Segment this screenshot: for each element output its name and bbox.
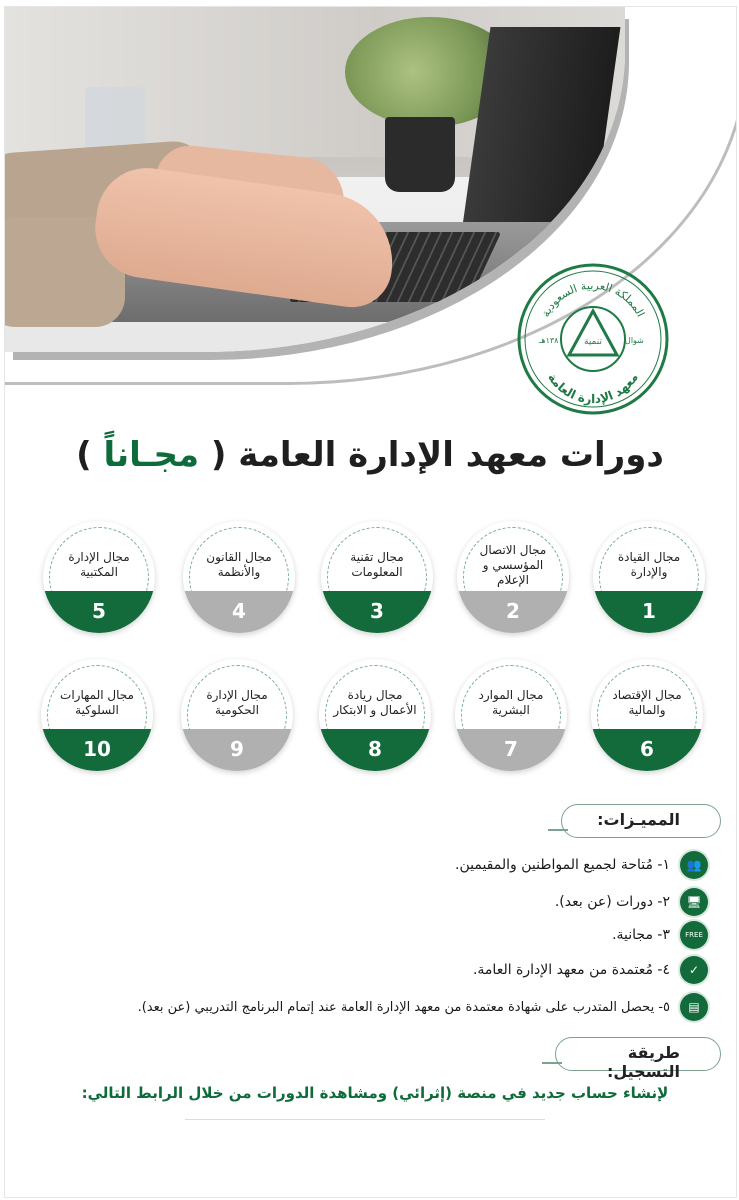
field-card-5 [43,521,155,633]
poster [4,6,737,1198]
field-label: مجال القانون والأنظمة [206,550,272,579]
field-number: 9 [181,729,293,771]
field-card-7 [455,659,567,771]
field-label: مجال القيادة والإدارة [617,550,681,579]
header-tail [542,1062,562,1064]
field-number: 6 [591,729,703,771]
institute-seal-logo [513,259,673,419]
field-label: مجال المهارات السلوكية [60,688,134,717]
features-header-label: المميـزات: [597,810,680,829]
field-label: مجال الإقتصاد والمالية [612,688,682,717]
feature-item-1 [455,850,708,880]
field-number: 1 [593,591,705,633]
seal-right-date: شوال [625,336,644,345]
feature-text: ٣- مجانية. [612,927,670,943]
field-number: 5 [43,591,155,633]
people-icon: 👥 [680,851,708,879]
field-label: مجال ريادة الأعمال و الابتكار [333,688,417,717]
register-header [555,1037,721,1081]
field-number: 10 [41,729,153,771]
title-free-word: مجـاناً [103,435,200,475]
features-header [561,804,721,838]
field-number: 4 [183,591,295,633]
field-number: 8 [319,729,431,771]
field-card-3 [321,521,433,633]
seal-top-text: المملكة العربية السعودية [538,278,648,320]
page-title [45,435,695,495]
field-label: مجال الإدارة المكتبية [68,550,130,579]
field-label: مجال الموارد البشرية [478,688,544,717]
field-card-6 [591,659,703,771]
feature-text: ٥- يحصل المتدرب على شهادة معتمدة من معهد الإدارة العامة عند إتمام البرنامج التدريبي (عن بعد). [137,999,670,1015]
field-number: 7 [455,729,567,771]
monitor-icon: 🖥 [680,888,708,916]
check-badge-icon: ✓ [680,956,708,984]
register-instructions: لإنشاء حساب جديد في منصة (إثرائي) ومشاهدة الدورات من خلال الرابط التالي: [81,1084,669,1102]
header-tail [548,829,568,831]
field-number: 3 [321,591,433,633]
seal-left-date: ١٣٨٠هـ [539,336,563,345]
field-card-8 [319,659,431,771]
feature-item-4 [473,955,708,985]
divider [185,1119,545,1120]
field-number: 2 [457,591,569,633]
field-card-9 [181,659,293,771]
seal-bottom-text: معهد الإدارة العامة [545,370,641,407]
hero-plant-pot [385,117,455,192]
title-main: دورات معهد الإدارة العامة ( [210,435,664,475]
svg-text:معهد الإدارة العامة [545,371,641,406]
free-badge-icon: FREE [680,921,708,949]
field-card-10 [41,659,153,771]
feature-item-2 [555,887,708,917]
feature-item-3 [612,920,708,950]
field-card-2 [457,521,569,633]
field-label: مجال الاتصال المؤسسي و الإعلام [479,542,547,587]
field-card-4 [183,521,295,633]
feature-item-5 [138,992,708,1022]
field-card-1 [593,521,705,633]
register-header-label: طريقة التسجيل: [606,1043,680,1081]
feature-text: ٤- مُعتمدة من معهد الإدارة العامة. [472,962,670,978]
feature-text: ١- مُتاحة لجميع المواطنين والمقيمين. [455,857,670,873]
field-label: مجال الإدارة الحكومية [206,688,268,717]
seal-center-text: تنمية [584,337,602,347]
field-label: مجال تقنية المعلومات [350,550,404,579]
certificate-icon: ▤ [680,993,708,1021]
title-close: ) [76,435,92,475]
feature-text: ٢- دورات (عن بعد). [554,894,670,910]
